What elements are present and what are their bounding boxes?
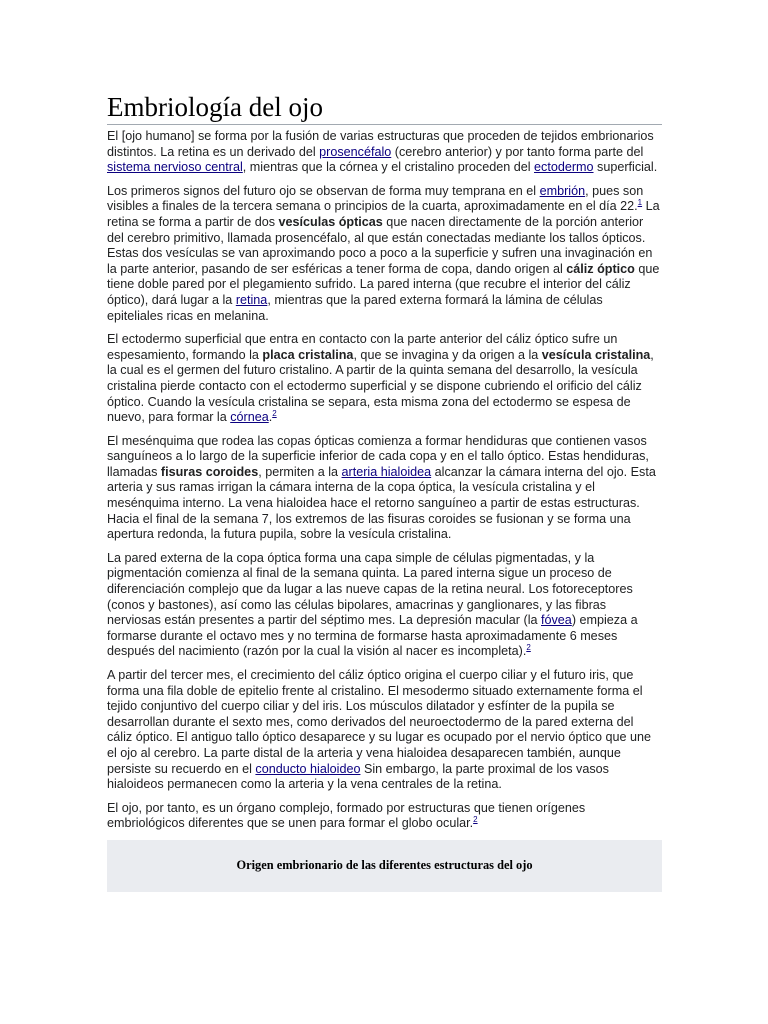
reference-2[interactable]: 2 [272,408,277,418]
reference-2[interactable]: 2 [473,815,478,825]
reference-2[interactable]: 2 [526,643,531,653]
link-cornea[interactable]: córnea [230,410,269,425]
reference-1[interactable]: 1 [637,198,643,208]
paragraph-2: Los primeros signos del futuro ojo se observan de forma muy temprana en el embrión, pues son visibles a finales de la tercera semana o principios de la cuarta, aproximadamente en el día 22.$^1$ La retina se forma a partir de dos vesículas ópticas que nacen directamente de la porción anterior del cerebro primitivo, llamada prosencéfalo, al que están conectadas mediante los tallos ópticos. Estas dos vesículas se van aproximando poco a poco a la superficie y sufren una invaginación en la parte anterior, pasando de ser esféricas a tener forma de copa, dando origen al cáliz óptico que tiene doble pared por el plegamiento sufrido. La pared interna (que recubre el interior del cáliz óptico), dará lugar a la retina, mientras que la pared externa formará la lámina de células epiteliales ricas en melanina. [107,183,660,323]
page-title: Embriología del ojo [107,92,662,125]
article [107,92,662,892]
paragraph-4: El mesénquima que rodea las copas ópticas comienza a formar hendiduras que contienen vasos sanguíneos a lo largo de la superficie inferior de cada copa y en el tallo óptico. Estas hendiduras, llamadas fisuras coroides, permiten a la arteria hialoidea alcanzar la cámara interna del ojo. Esta arteria y sus ramas irrigan la cámara interna de la copa óptica, la vesícula cristalina y el mesénquima interno. La vena hialoidea hace el retorno sanguíneo a partir de estas estructuras. Hacia el final de la semana 7, los extremos de las fisuras coroides se fusionan y se forma una apertura redonda, la futura pupila, sobre la vesícula cristalina. [107,433,656,542]
paragraph-3: El ectodermo superficial que entra en contacto con la parte anterior del cáliz óptico sufre un espesamiento, formando la placa cristalina, que se invagina y da origen a la vesícula cristalina, la cual es el germen del futuro cristalino. A partir de la quinta semana del desarrollo, la vesícula cristalina pierde contacto con el ectodermo superficial y se dispone cubriendo el orificio del cáliz óptico. Cuando la vesícula cristalina se separa, esta misma zona del ectodermo se espesa de nuevo, para formar la córnea.$^2$ [107,332,654,425]
link-arteria-hialoidea[interactable]: arteria hialoidea [341,464,432,479]
paragraph-7: El ojo, por tanto, es un órgano complejo, formado por estructuras que tienen orígenes embriológicos diferentes que se unen para formar el globo ocular.$^2$ [107,800,586,831]
term-fisuras-coroides: fisuras coroides [160,464,259,479]
term-vesiculas-opticas: vesículas ópticas [278,214,383,229]
paragraph-6: A partir del tercer mes, el crecimiento del cáliz óptico origina el cuerpo ciliar y el futuro iris, que forma una fila doble de epitelio frente al cristalino. El mesodermo situado externamente forma el tejido conjuntivo del cuerpo ciliar y del iris. Los músculos dilatador y esfínter de la pupila se desarrollan durante el sexto mes, como derivados del neuroectodermo de la pared externa del cáliz óptico. El antiguo tallo óptico desaparece y su lugar es ocupado por el nervio óptico que une el ojo al cerebro. La parte distal de la arteria y vena hialoidea desaparecen también, aunque persiste su recuerdo en el conducto hialoideo Sin embargo, la parte proximal de los vasos hialoideos permanecen como la arteria y la vena centrales de la retina. [107,668,651,792]
link-fovea[interactable]: fóvea [541,613,572,628]
table-caption: Origen embrionario de las diferentes estructuras del ojo [236,858,533,873]
paragraph-5: La pared externa de la copa óptica forma una capa simple de células pigmentadas, y la pigmentación comienza al final de la semana quinta. La pared interna sigue un proceso de diferenciación complejo que da lugar a las nueve capas de la retina neural. Los fotoreceptores (conos y bastones), así como las células bipolares, amacrinas y ganglionares, y las fibras nerviosas están presentes a partir del séptimo mes. La depresión macular (la fóvea) empieza a formarse durante el octavo mes y no termina de formarse hasta aproximadamente 6 meses después del nacimiento (razón por la cual la visión al nacer es incompleta).$^2$ [107,550,638,659]
term-caliz-optico: cáliz óptico [566,261,635,276]
link-prosencefalo[interactable]: prosencéfalo [319,144,392,159]
link-retina[interactable]: retina [235,292,268,307]
link-embrion[interactable]: embrión [539,183,586,198]
term-vesicula-cristalina: vesícula cristalina [541,347,651,362]
link-conducto-hialoideo[interactable]: conducto hialoideo [255,761,361,776]
paragraph-1: El [ojo humano] se forma por la fusión de varias estructuras que proceden de tejidos embrionarios distintos. La retina es un derivado del prosencéfalo (cerebro anterior) y por tanto forma parte del sistema nervioso central, mientras que la córnea y el cristalino proceden del ectodermo superficial. [107,129,658,175]
term-placa-cristalina: placa cristalina [262,347,354,362]
table-caption-box [107,840,662,892]
link-ectodermo[interactable]: ectodermo [534,160,594,175]
link-sistema-nervioso-central[interactable]: sistema nervioso central [107,160,243,175]
